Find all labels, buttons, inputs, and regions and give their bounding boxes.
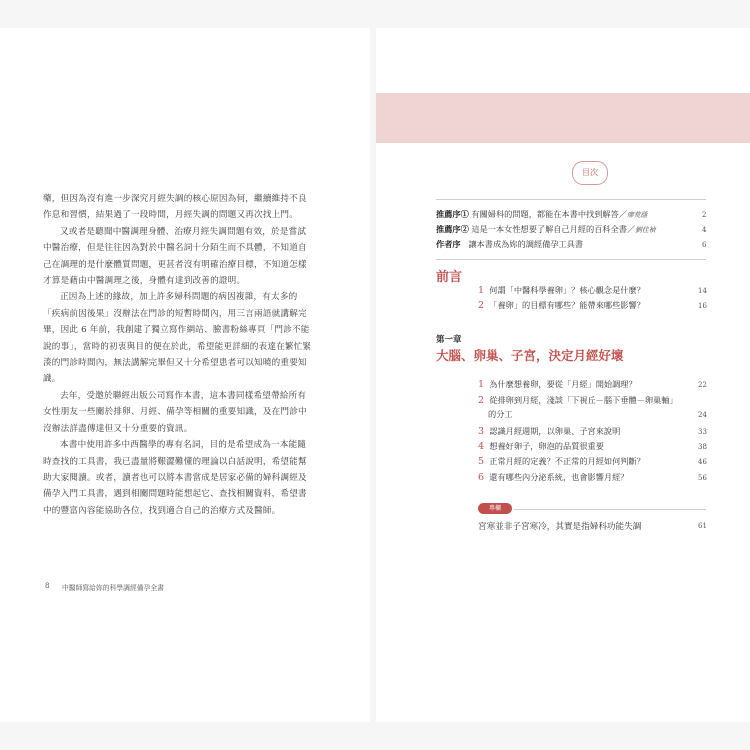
paragraph: 本書中使用許多中西醫學的專有名詞，目的是希望成為一本能隨時查找的工具書，我已盡量將艱澀難懂的理論以白話說明，希望能幫助大家閱讀。或者，讀者也可以將本書當成是居家必備的婦科調經及備孕入門工具書，遇到相關問題時能想起它、查找相關資料，希望書中的豐富內容能協助各位，找到適合自己的治療方式及醫師。 <box>43 440 307 516</box>
entry-number: 2 <box>478 395 485 406</box>
toc-entry-foreword-1[interactable] <box>478 285 645 296</box>
entry-title: 讓本書成為妳的調經備孕工具書 <box>468 239 584 249</box>
paragraph: 正因為上述的緣故，加上許多婦科問題的病因複雜，有太多的「疾病前因後果」沒辦法在門診的短暫時間內，用三言兩語就講解完畢，因此 6 年前，我創建了獨立寫作網站、臉書粉絲專頁「門診不能說的事」，當時的初衷與目的便在於此，希望能更詳細的表達在繁忙緊湊的門診時間內，無法講解完畢但又十分希望患者可以知曉的重要知識。 <box>43 292 312 385</box>
entry-page: 4 <box>702 226 707 234</box>
entry-number: 5 <box>478 456 485 467</box>
entry-number: 4 <box>478 441 485 452</box>
entry-page: 6 <box>702 241 707 249</box>
toc-header-band <box>376 93 750 143</box>
chapter-heading: 大腦、卵巢、子宮，決定月經好壞 <box>436 348 624 363</box>
entry-number: 6 <box>478 472 485 483</box>
entry-title: 這是一本女性想要了解自己月經的百科全書／ <box>471 224 636 234</box>
toc-entry-ch1-5[interactable] <box>478 456 645 467</box>
paragraph: 藥，但因為沒有進一步深究月經失調的核心原因為何，繼續維持不良作息和習慣，結果過了一段時間，月經失調的問題又再次找上門。 <box>43 194 307 221</box>
entry-page: 2 <box>702 211 707 219</box>
entry-label: 推薦序② <box>436 224 469 234</box>
toc-entry-ch1-2[interactable] <box>478 395 678 406</box>
page-number: 8 <box>45 582 50 590</box>
entry-title: 何謂「中醫科學養卵」？核心觀念是什麼？ <box>489 285 645 295</box>
entry-page: 16 <box>698 302 707 310</box>
entry-label: 推薦序① <box>436 209 469 219</box>
divider <box>514 509 706 510</box>
foreword-heading: 前言 <box>436 270 463 285</box>
toc-entry-ch1-3[interactable] <box>478 426 620 437</box>
entry-label: 作者序 <box>436 239 461 249</box>
entry-title: 正常月經的定義？不正常的月經如何判斷？ <box>489 456 645 466</box>
entry-title: 認識月經週期，以卵巢、子宮來說明 <box>489 426 621 436</box>
entry-title: 想養好卵子，卵泡的品質很重要 <box>489 441 604 451</box>
entry-number: 2 <box>478 300 485 311</box>
special-column-tag: 專欄 <box>478 503 512 514</box>
paragraph: 又或者是聽聞中醫調理身體、治療月經失調問題有效，於是嘗試中醫治療，但是往往因為對於中醫名詞十分陌生而不具體，不知道自己在調理的是什麼體質問題，更甚者沒有明確治療目標，不知道怎樣才算是藉由中醫調理之後，身體有達到改善的證明。 <box>43 226 307 287</box>
entry-page: 38 <box>698 443 707 451</box>
entry-page: 61 <box>698 522 707 530</box>
toc-entry-ch1-2-cont <box>488 409 513 420</box>
running-title: 中醫師寫給妳的科學調經備孕全書 <box>62 584 164 592</box>
entry-number: 3 <box>478 426 485 437</box>
toc-label: 目次 <box>572 161 608 185</box>
toc-entry-foreword-2[interactable] <box>478 300 645 311</box>
toc-entry-preface-2[interactable] <box>436 224 656 235</box>
entry-title: 從排卵到月經，淺談「下視丘－腦下垂體－卵巢軸」 <box>489 395 678 405</box>
toc-entry-ch1-6[interactable] <box>478 472 628 483</box>
toc-entry-ch1-4[interactable] <box>478 441 604 452</box>
entry-title: 宮寒並非子宮寒冷，其實是指婦科功能失調 <box>478 522 642 532</box>
entry-title-continued: 的分工 <box>488 409 513 419</box>
entry-title: 還有哪些內分泌系統，也會影響月經？ <box>489 472 629 482</box>
entry-page: 46 <box>698 458 707 466</box>
entry-title: 「養卵」的目標有哪些？能帶來哪些影響？ <box>489 300 645 310</box>
entry-number: 1 <box>478 285 485 296</box>
toc-entry-preface-1[interactable] <box>436 209 647 220</box>
entry-page: 22 <box>698 381 707 389</box>
chapter-label: 第一章 <box>436 335 462 345</box>
toc-entry-author-preface[interactable] <box>436 239 583 250</box>
entry-title: 為什麼想養卵，要從「月經」開始調理？ <box>489 379 637 389</box>
entry-title: 有關婦科的問題，都能在本書中找到解答／ <box>471 209 627 219</box>
divider <box>436 259 706 260</box>
entry-author: 廖荒蔭 <box>626 211 648 219</box>
toc-entry-special[interactable] <box>478 520 641 532</box>
entry-author: 劉佳禎 <box>635 226 656 234</box>
toc-entry-ch1-1[interactable] <box>478 379 637 390</box>
entry-number: 1 <box>478 379 485 390</box>
entry-page: 56 <box>698 474 707 482</box>
divider <box>436 199 706 200</box>
entry-page: 24 <box>698 411 707 419</box>
entry-page: 14 <box>698 287 707 295</box>
entry-page: 33 <box>698 428 707 436</box>
paragraph: 去年，受邀於聯經出版公司寫作本書，這本書同樣希望帶給所有女性朋友一些關於排卵、月經、備孕等相關的重要知識，及在門診中沒辦法詳盡傳達但又十分重要的資訊。 <box>43 390 307 434</box>
preface-body-text <box>43 191 313 519</box>
